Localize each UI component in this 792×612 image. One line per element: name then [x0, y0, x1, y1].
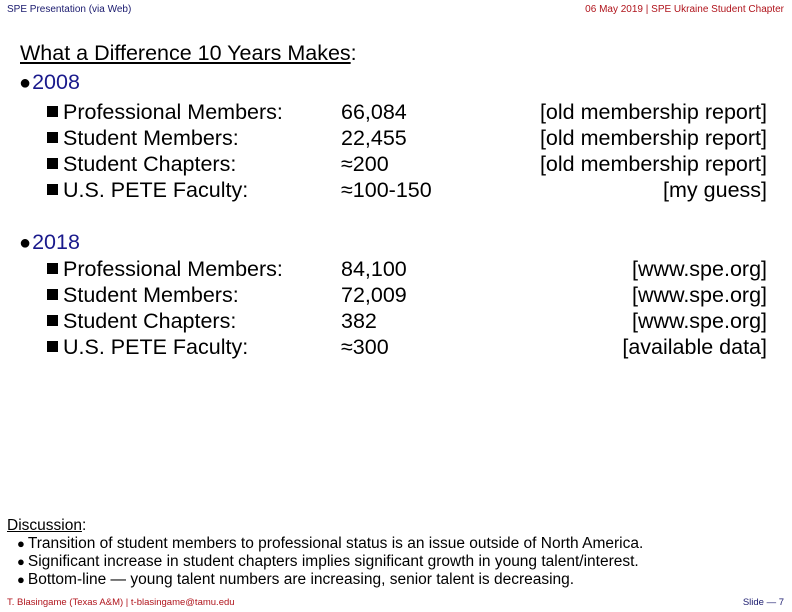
stat-row: Professional Members: 84,100 [www.spe.org] [47, 257, 767, 283]
bullet-square-icon [47, 184, 58, 195]
bullet-square-icon [47, 158, 58, 169]
footer-slide-number: Slide — 7 [742, 597, 784, 608]
bullet-circle-icon: ● [19, 232, 32, 254]
header-date-event: 06 May 2019 | SPE Ukraine Student Chapter [585, 4, 784, 15]
stat-row: U.S. PETE Faculty: ≈100-150 [my guess] [47, 178, 767, 204]
discussion-item: ● Transition of student members to professional status is an issue outside of North America. [17, 535, 644, 552]
bullet-circle-icon: ● [17, 536, 25, 551]
discussion-item: ● Bottom-line — young talent numbers are increasing, senior talent is decreasing. [17, 571, 575, 588]
bullet-square-icon [47, 289, 58, 300]
footer-author: T. Blasingame (Texas A&M) | t-blasingame@tamu.edu [7, 597, 235, 608]
discussion-heading: Discussion: [7, 517, 87, 534]
stat-row: Student Chapters: 382 [www.spe.org] [47, 309, 767, 335]
bullet-square-icon [47, 263, 58, 274]
bullet-square-icon [47, 132, 58, 143]
stat-row: Student Members: 72,009 [www.spe.org] [47, 283, 767, 309]
stat-row: U.S. PETE Faculty: ≈300 [available data] [47, 335, 767, 361]
stat-row: Student Members: 22,455 [old membership report] [47, 126, 767, 152]
discussion-item: ● Significant increase in student chapters implies significant growth in young talent/interest. [17, 553, 639, 570]
year-heading-2008: ●2008 [19, 70, 80, 94]
slide-title: What a Difference 10 Years Makes: [20, 41, 357, 65]
year-heading-2018: ●2018 [19, 230, 80, 254]
bullet-circle-icon: ● [17, 572, 25, 587]
stat-row: Professional Members: 66,084 [old membership report] [47, 100, 767, 126]
bullet-square-icon [47, 315, 58, 326]
bullet-square-icon [47, 106, 58, 117]
bullet-circle-icon: ● [19, 72, 32, 94]
stat-row: Student Chapters: ≈200 [old membership report] [47, 152, 767, 178]
bullet-square-icon [47, 341, 58, 352]
bullet-circle-icon: ● [17, 554, 25, 569]
header-presentation-label: SPE Presentation (via Web) [7, 4, 132, 15]
